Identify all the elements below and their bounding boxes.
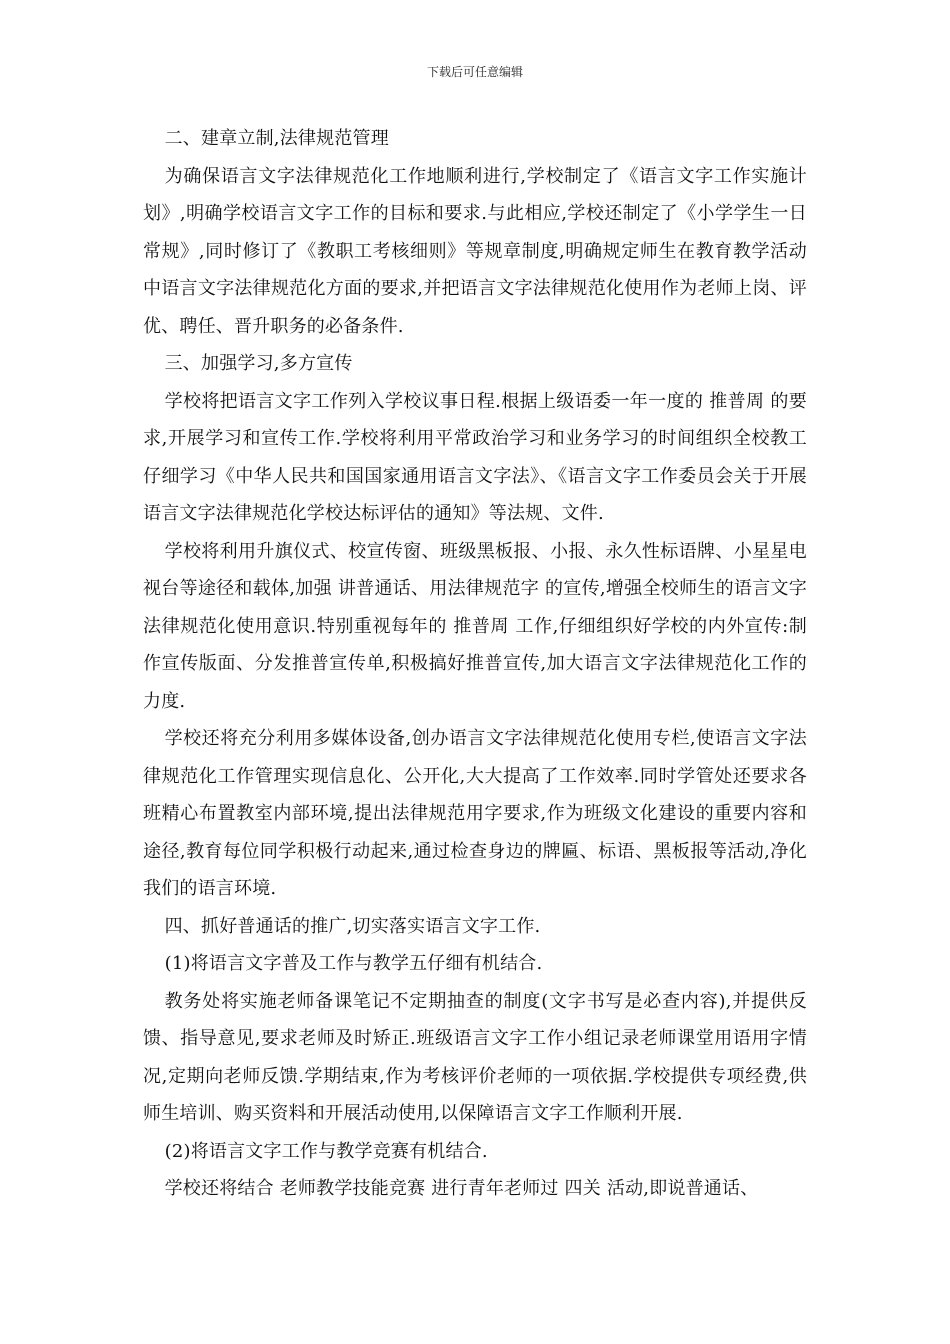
- subsection-heading: (1)将语言文字普及工作与教学五仔细有机结合.: [164, 953, 543, 974]
- section-heading: 四、抓好普通话的推广,切实落实语言文字工作.: [164, 915, 541, 937]
- body-paragraph: 学校将利用升旗仪式、校宣传窗、班级黑板报、小报、永久性标语牌、小星星电视台等途径和载体,加强 讲普通话、用法律规范字 的宣传,增强全校师生的语言文字法律规范化使用意识.特别重视每年的 推普周 工作,仔细组织好学校的内外宣传:制作宣传版面、分发推普宣传单,积极搞好推普宣传,加大语言文字法律规范化工作的力度.: [143, 540, 807, 712]
- body-paragraph: 为确保语言文字法律规范化工作地顺利进行,学校制定了《语言文字工作实施计划》,明确学校语言文字工作的目标和要求.与此相应,学校还制定了《小学学生一日常规》,同时修订了《教职工考核细则》等规章制度,明确规定师生在教育教学活动中语言文字法律规范化方面的要求,并把语言文字法律规范化使用作为老师上岗、评优、聘任、晋升职务的必备条件.: [143, 165, 807, 337]
- section-heading: 三、加强学习,多方宣传: [164, 353, 353, 374]
- body-paragraph: 学校将把语言文字工作列入学校议事日程.根据上级语委一年一度的 推普周 的要求,开展学习和宣传工作.学校将利用平常政治学习和业务学习的时间组织全校教工仔细学习《中华人民共和国国家通用语言文字法》、《语言文字工作委员会关于开展语言文字法律规范化学校达标评估的通知》等法规、文件.: [143, 390, 807, 524]
- body-paragraph: 学校还将充分利用多媒体设备,创办语言文字法律规范化使用专栏,使语言文字法律规范化工作管理实现信息化、公开化,大大提高了工作效率.同时学管处还要求各班精心布置教室内部环境,提出法律规范用字要求,作为班级文化建设的重要内容和途径,教育每位同学积极行动起来,通过检查身边的牌匾、标语、黑板报等活动,净化我们的语言环境.: [143, 728, 807, 899]
- body-paragraph: 学校还将结合 老师教学技能竞赛 进行青年老师过 四关 活动,即说普通话、: [164, 1178, 759, 1199]
- subsection-heading: (2)将语言文字工作与教学竞赛有机结合.: [164, 1140, 488, 1162]
- document-body: [143, 120, 807, 1208]
- page-header: 下载后可任意编辑: [426, 65, 523, 79]
- body-paragraph: 教务处将实施老师备课笔记不定期抽查的制度(文字书写是必查内容),并提供反馈、指导意见,要求老师及时矫正.班级语言文字工作小组记录老师课堂用语用字情况,定期向老师反馈.学期结束,作为考核评价老师的一项依据.学校提供专项经费,供师生培训、购买资料和开展活动使用,以保障语言文字工作顺利开展.: [143, 990, 807, 1124]
- section-heading: 二、建章立制,法律规范管理: [164, 128, 389, 149]
